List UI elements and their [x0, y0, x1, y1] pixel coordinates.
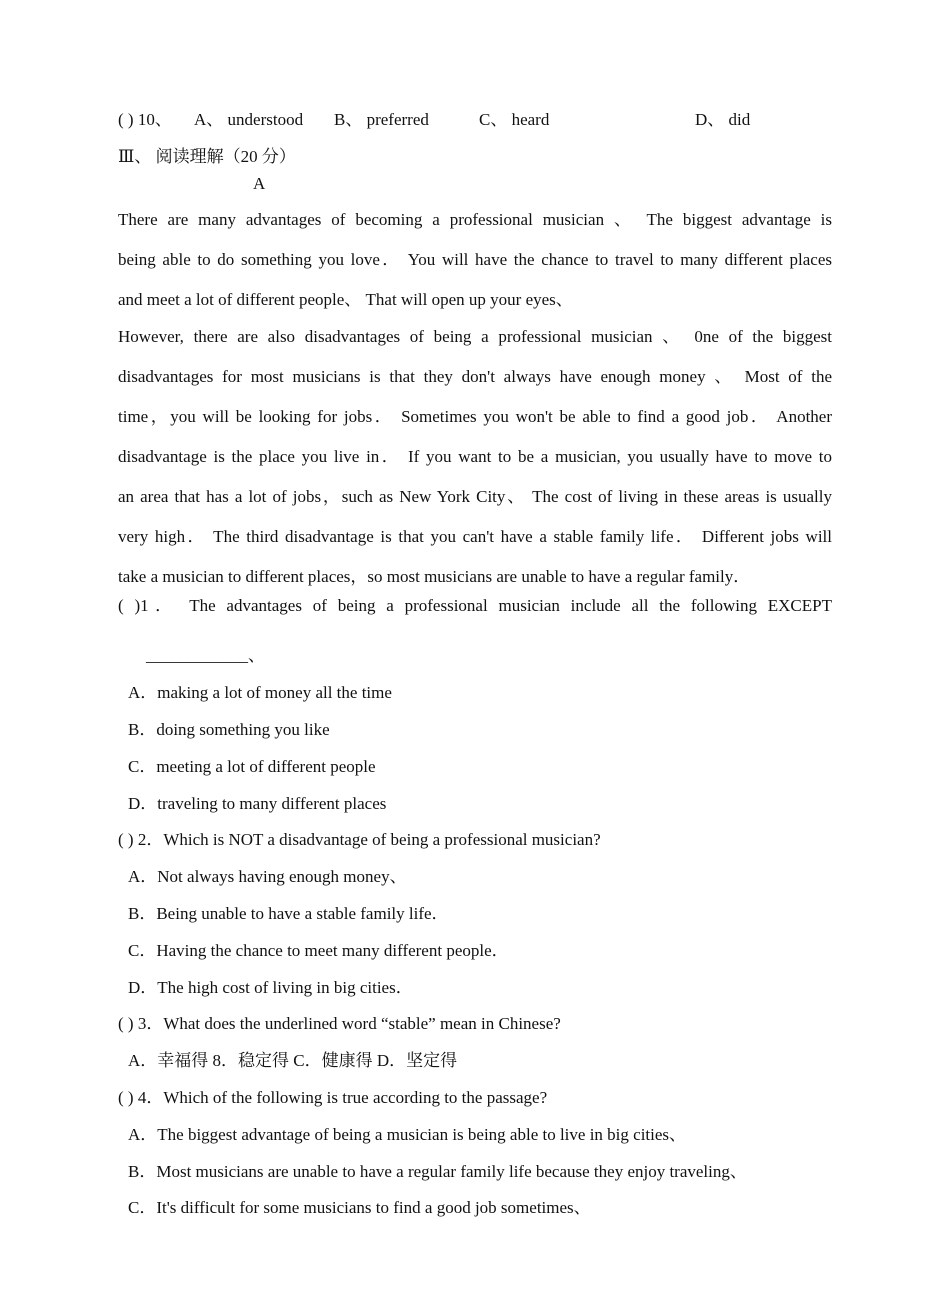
- question-2-option-d: D．The high cost of living in big cities．: [128, 978, 413, 997]
- question-1-option-a: A．making a lot of money all the time: [128, 683, 392, 702]
- question-1-stem: [118, 596, 832, 616]
- passage-line: take a musician to different places，so most musicians are unable to have a regular family．: [118, 567, 751, 586]
- passage-label: A: [253, 174, 266, 193]
- question-1-text: ( )1． The advantages of being a professional musician include all the following EXCEPT: [118, 596, 832, 615]
- q10-option-c: C、 heard: [479, 110, 550, 129]
- question-3-stem: ( ) 3．What does the underlined word “stable” mean in Chinese?: [118, 1014, 561, 1033]
- passage-line: an area that has a lot of jobs，such as New York City、 The cost of living in these areas is usually: [118, 487, 832, 506]
- passage-paragraph-1: [118, 200, 832, 317]
- question-10: [118, 110, 172, 130]
- q10-option-b: B、 preferred: [334, 110, 429, 129]
- question-1-blank: ____________、: [146, 646, 265, 665]
- question-1-option-c: C．meeting a lot of different people: [128, 757, 376, 776]
- question-4-stem: ( ) 4．Which of the following is true according to the passage?: [118, 1088, 548, 1107]
- passage-line: very high． The third disadvantage is that you can't have a stable family life． Different jobs will: [118, 527, 832, 546]
- passage-line: disadvantages for most musicians is that they don't always have enough money 、 Most of the: [118, 367, 832, 386]
- passage-line: time，you will be looking for jobs． Sometimes you won't be able to find a good job． Another: [118, 407, 832, 426]
- passage-line: and meet a lot of different people、 That will open up your eyes、: [118, 290, 573, 309]
- question-2-option-b: B．Being unable to have a stable family life．: [128, 904, 449, 923]
- question-1-option-d: D．traveling to many different places: [128, 794, 387, 813]
- question-4-option-c: C．It's difficult for some musicians to find a good job sometimes、: [128, 1198, 591, 1217]
- question-3-options: A．幸福得 8．稳定得 C．健康得 D．坚定得: [128, 1051, 458, 1070]
- section-title: Ⅲ、 阅读理解（20 分）: [118, 147, 296, 166]
- passage-line: There are many advantages of becoming a professional musician 、 The biggest advantage is: [118, 210, 832, 229]
- q10-option-a: A、 understood: [194, 110, 304, 129]
- question-2-option-c: C．Having the chance to meet many different people．: [128, 941, 509, 960]
- question-2-stem: ( ) 2．Which is NOT a disadvantage of being a professional musician?: [118, 830, 601, 849]
- passage-paragraph-2: [118, 317, 832, 597]
- passage-line: However, there are also disadvantages of being a professional musician 、 0ne of the biggest: [118, 327, 832, 346]
- question-10-prefix: ( ) 10、: [118, 110, 172, 129]
- question-4-option-a: A．The biggest advantage of being a musician is being able to live in big cities、: [128, 1125, 687, 1144]
- question-2-option-a: A．Not always having enough money、: [128, 867, 407, 886]
- passage-line: being able to do something you love． You will have the chance to travel to many different places: [118, 250, 832, 269]
- passage-line: disadvantage is the place you live in． If you want to be a musician, you usually have to move to: [118, 447, 832, 466]
- question-1-option-b: B．doing something you like: [128, 720, 330, 739]
- q10-option-d: D、 did: [695, 110, 751, 129]
- question-4-option-b: B．Most musicians are unable to have a regular family life because they enjoy traveling、: [128, 1162, 747, 1181]
